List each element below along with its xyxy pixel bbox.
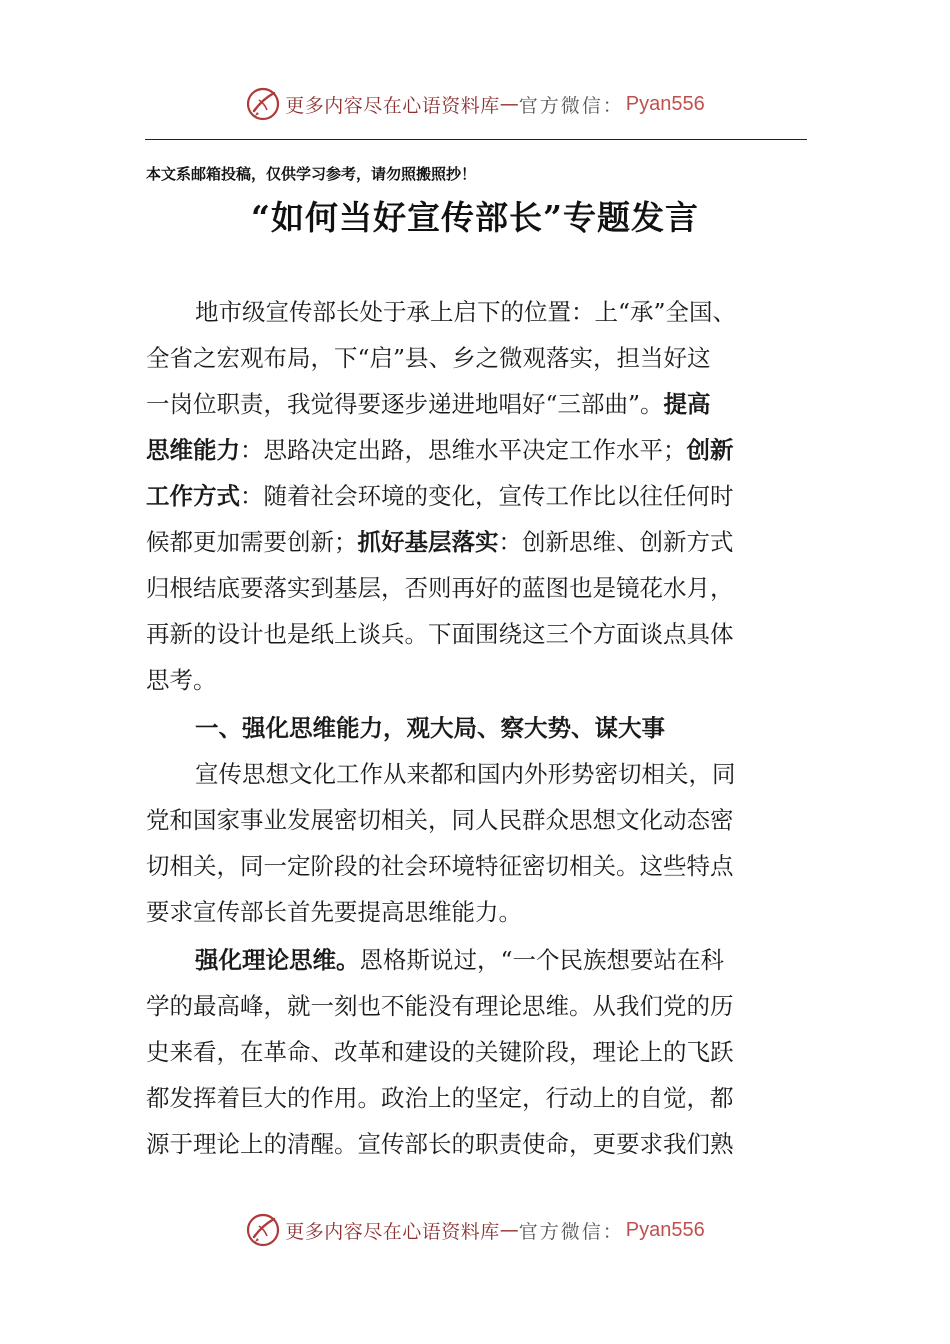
text-run: ：思路决定出路，思维水平决定工作水平； — [240, 436, 687, 464]
paragraph-line — [195, 940, 724, 980]
text-run: ：创新思维、创新方式 — [498, 528, 734, 556]
paragraph-line: 党和国家事业发展密切相关，同人民群众思想文化动态密 — [146, 806, 734, 834]
banner-dash: — — [499, 1219, 519, 1241]
banner-wechat-id: Pyan556 — [625, 1218, 705, 1241]
paragraph-line: 思考。 — [146, 666, 217, 694]
banner-text: 更多内容尽在心语资料库 — [285, 94, 500, 117]
banner-dash: — — [499, 93, 519, 115]
banner-wechat-id: Pyan556 — [625, 92, 705, 115]
header-divider — [145, 139, 807, 140]
banner-wechat-label: 官方微信： — [518, 94, 624, 117]
pen-logo-icon — [245, 1212, 281, 1248]
document-title: “如何当好宣传部长”专题发言 — [251, 198, 699, 237]
bold-keyword: 抓好基层落实 — [357, 528, 499, 556]
banner-wechat-label: 官方微信： — [518, 1220, 624, 1243]
bold-keyword: 提高 — [663, 390, 711, 418]
paragraph-line: 源于理论上的清醒。宣传部长的职责使命，更要求我们熟 — [146, 1130, 734, 1158]
header-watermark-banner — [0, 84, 950, 124]
pen-logo-icon — [245, 86, 281, 122]
paragraph-line: 再新的设计也是纸上谈兵。下面围绕这三个方面谈点具体 — [146, 620, 734, 648]
paragraph-line: 归根结底要落实到基层，否则再好的蓝图也是镜花水月， — [146, 574, 734, 602]
text-run: 候都更加需要创新； — [146, 528, 358, 556]
paragraph-line: 学的最高峰，就一刻也不能没有理论思维。从我们党的历 — [146, 992, 734, 1020]
paragraph-line: 切相关，同一定阶段的社会环境特征密切相关。这些特点 — [146, 852, 734, 880]
paragraph-line — [146, 430, 734, 470]
disclaimer-note: 本文系邮箱投稿，仅供学习参考，请勿照搬照抄！ — [146, 165, 477, 183]
paragraph-line: 都发挥着巨大的作用。政治上的坚定，行动上的自觉，都 — [146, 1084, 734, 1112]
banner-text: 更多内容尽在心语资料库 — [285, 1220, 500, 1243]
text-run: 一岗位职责，我觉得要逐步递进地唱好“三部曲”。 — [146, 390, 664, 418]
paragraph-line: 宣传思想文化工作从来都和国内外形势密切相关，同 — [195, 760, 736, 788]
bold-keyword: 思维能力 — [146, 436, 240, 464]
paragraph-line: 地市级宣传部长处于承上启下的位置：上“承”全国、 — [195, 298, 737, 326]
bold-keyword: 创新 — [686, 436, 734, 464]
text-run: ：随着社会环境的变化，宣传工作比以往任何时 — [240, 482, 734, 510]
paragraph-line — [146, 384, 711, 424]
text-run: 恩格斯说过，“一个民族想要站在科 — [359, 946, 725, 974]
section-heading: 一、强化思维能力，观大局、察大势、谋大事 — [195, 714, 665, 742]
bold-keyword: 工作方式 — [146, 482, 240, 510]
paragraph-line: 要求宣传部长首先要提高思维能力。 — [146, 898, 522, 926]
footer-watermark-banner — [0, 1210, 950, 1250]
bold-lead: 强化理论思维。 — [195, 946, 360, 974]
paragraph-line: 史来看，在革命、改革和建设的关键阶段，理论上的飞跃 — [146, 1038, 734, 1066]
paragraph-line — [146, 522, 734, 562]
paragraph-line: 全省之宏观布局，下“启”县、乡之微观落实，担当好这 — [146, 344, 711, 372]
paragraph-line — [146, 476, 734, 516]
